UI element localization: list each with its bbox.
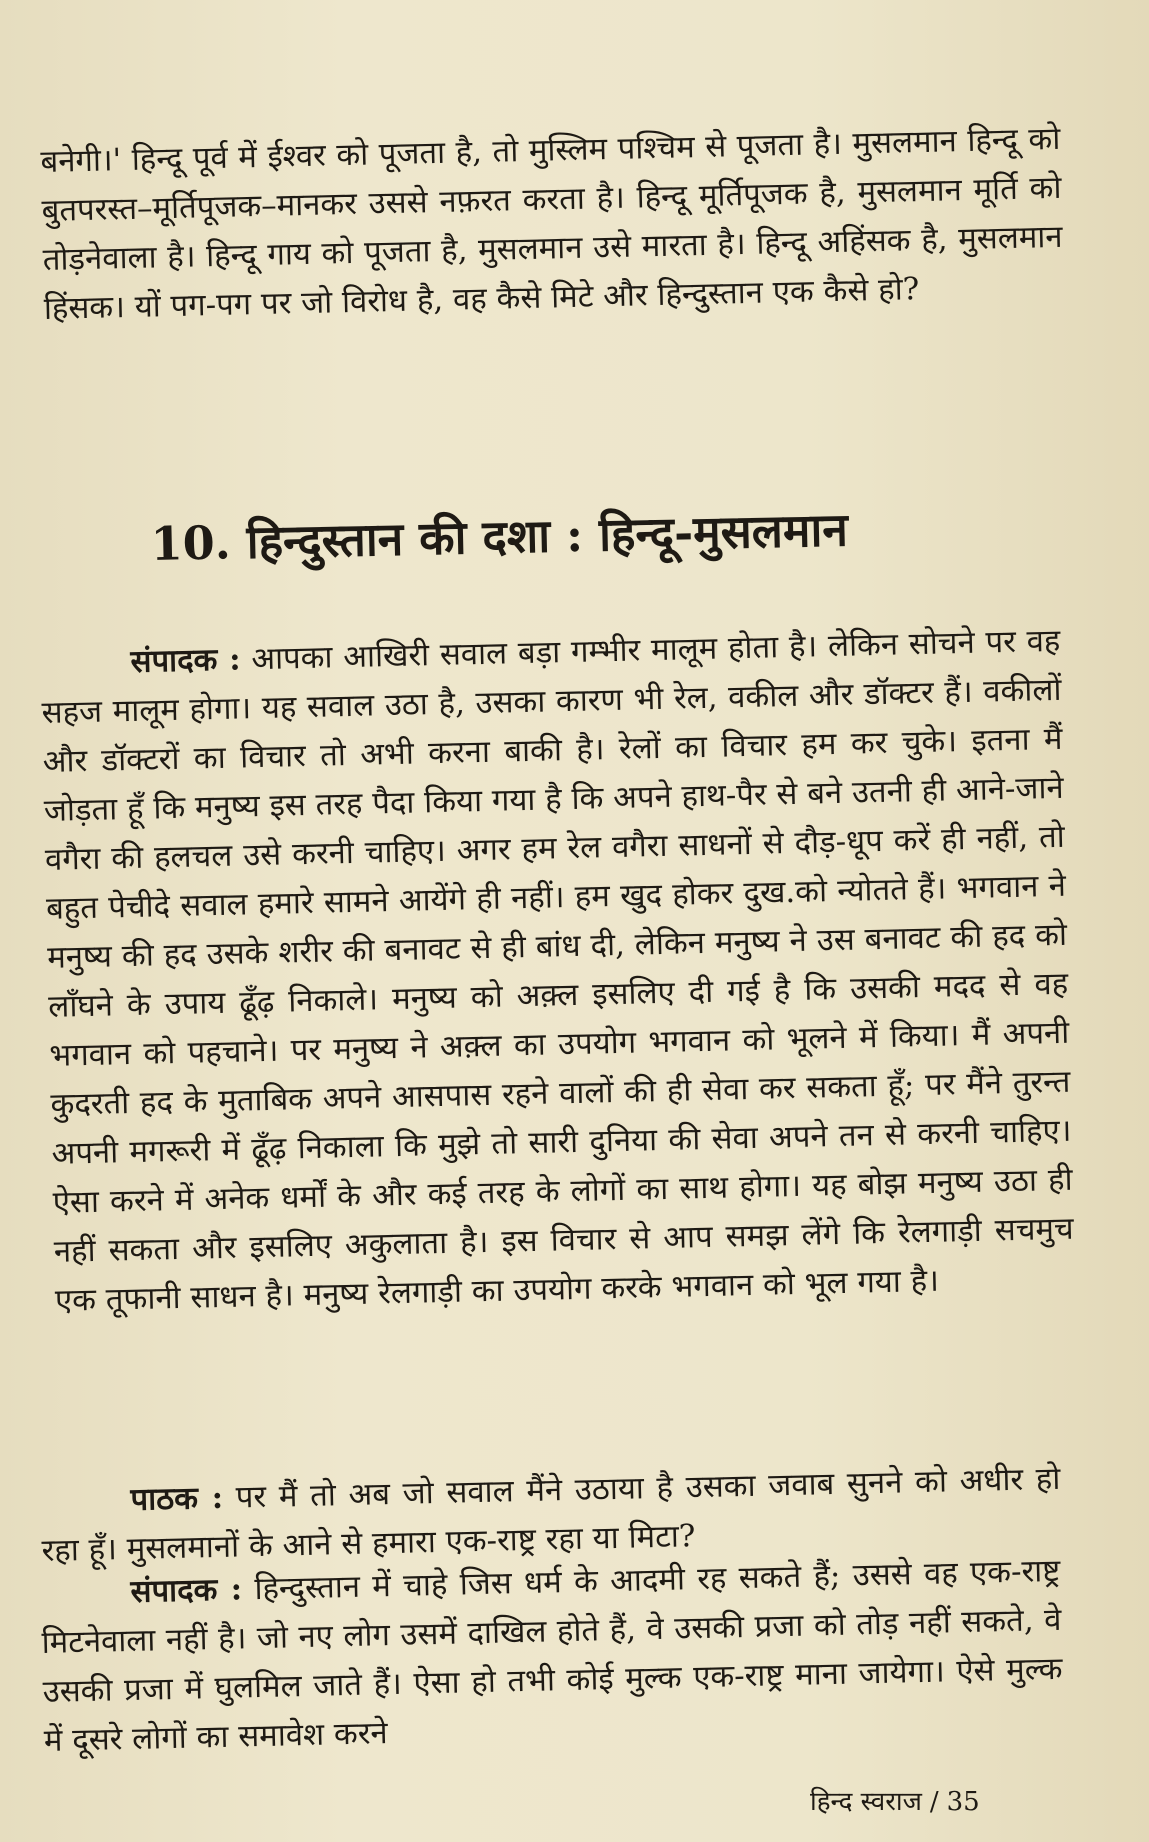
dialogue-block-1: [40, 622, 1075, 1326]
intro-paragraph: बनेगी।' हिन्दू पूर्व में ईश्वर को पूजता है, तो मुस्लिम पश्चिम से पूजता है। मुसलमान हिन्दू को बुतपरस्त–मूर्तिपूजक–मानकर उससे नफ़रत करता है। हिन्दू मूर्तिपूजक है, मुसलमान मूर्ति को तोड़नेवाला है। हिन्दू गाय को पूजता है, मुसलमान उसे मारता है। हिन्दू अहिंसक है, मुसलमान हिंसक। यों पग-पग पर जो विरोध है, वह कैसे मिटे और हिन्दुस्तान एक कैसे हो?: [40, 120, 1063, 327]
dialogue-block-3: [40, 1552, 1063, 1766]
dialogue-text: आपका आखिरी सवाल बड़ा गम्भीर मालूम होता है। लेकिन सोचने पर वह सहज मालूम होगा। यह सवाल उठा है, उसका कारण भी रेल, वकील और डॉक्टर हैं। वकीलों और डॉक्टरों का विचार तो अभी करना बाकी है। रेलों का विचार हम कर चुके। इतना मैं जोड़ता हूँ कि मनुष्य इस तरह पैदा किया गया है कि अपने हाथ-पैर से बने उतनी ही आने-जाने वगैरा की हलचल उसे करनी चाहिए। अगर हम रेल वगैरा साधनों से दौड़-धूप करें ही नहीं, तो बहुत पेचीदे सवाल हमारे सामने आयेंगे ही नहीं। हम खुद होकर दुख.को न्योतते हैं। भगवान ने मनुष्य की हद उसके शरीर की बनावट से ही बांध दी, लेकिन मनुष्य ने उस बनावट की हद को लाँघने के उपाय ढूँढ़ निकाले। मनुष्य को अक़्ल इसलिए दी गई है कि उसकी मदद से वह भगवान को पहचाने। पर मनुष्य ने अक़्ल का उपयोग भगवान को भूलने में किया। मैं अपनी कुदरती हद के मुताबिक अपने आसपास रहने वालों की ही सेवा कर सकता हूँ; पर मैंने तुरन्त अपनी मगरूरी में ढूँढ़ निकाला कि मुझे तो सारी दुनिया की सेवा अपने तन से करनी चाहिए। ऐसा करने में अनेक धर्मों के और कई तरह के लोगों का साथ होगा। यह बोझ मनुष्य उठा ही नहीं सकता और इसलिए अकुलाता है। इस विचार से आप समझ लेंगे कि रेलगाड़ी सचमुच एक तूफानी साधन है। मनुष्य रेलगाड़ी का उपयोग करके भगवान को भूल गया है।: [41, 622, 1075, 1319]
dialogue-text: हिन्दुस्तान में चाहे जिस धर्म के आदमी रह सकते हैं; उससे वह एक-राष्ट्र मिटनेवाला नहीं है। जो नए लोग उसमें दाखिल होते हैं, वे उसकी प्रजा को तोड़ नहीं सकते, वे उसकी प्रजा में घुलमिल जाते हैं। ऐसा हो तभी कोई मुल्क एक-राष्ट्र माना जायेगा। ऐसे मुल्क में दूसरे लोगों का समावेश करने: [41, 1552, 1063, 1759]
speaker-label: संपादक :: [130, 641, 241, 680]
page-number: 35: [946, 1787, 980, 1817]
footer-separator: /: [929, 1787, 939, 1817]
speaker-label: संपादक :: [130, 1571, 243, 1610]
dialogue-paragraph-editor-2: [40, 1547, 1064, 1766]
intro-paragraph-block: [40, 120, 1063, 334]
book-title: हिन्द स्वराज: [810, 1787, 922, 1817]
dialogue-text: पर मैं तो अब जो सवाल मैंने उठाया है उसका जवाब सुनने को अधीर हो रहा हूँ। मुसलमानों के आने से हमारा एक-राष्ट्र रहा या मिटा?: [41, 1460, 1061, 1569]
dialogue-paragraph-editor-1: [40, 617, 1075, 1326]
chapter-heading: 10. हिन्दुस्तान की दशा : हिन्दू-मुसलमान: [150, 502, 849, 571]
page-footer: [810, 1782, 980, 1818]
speaker-label: पाठक :: [130, 1479, 224, 1518]
